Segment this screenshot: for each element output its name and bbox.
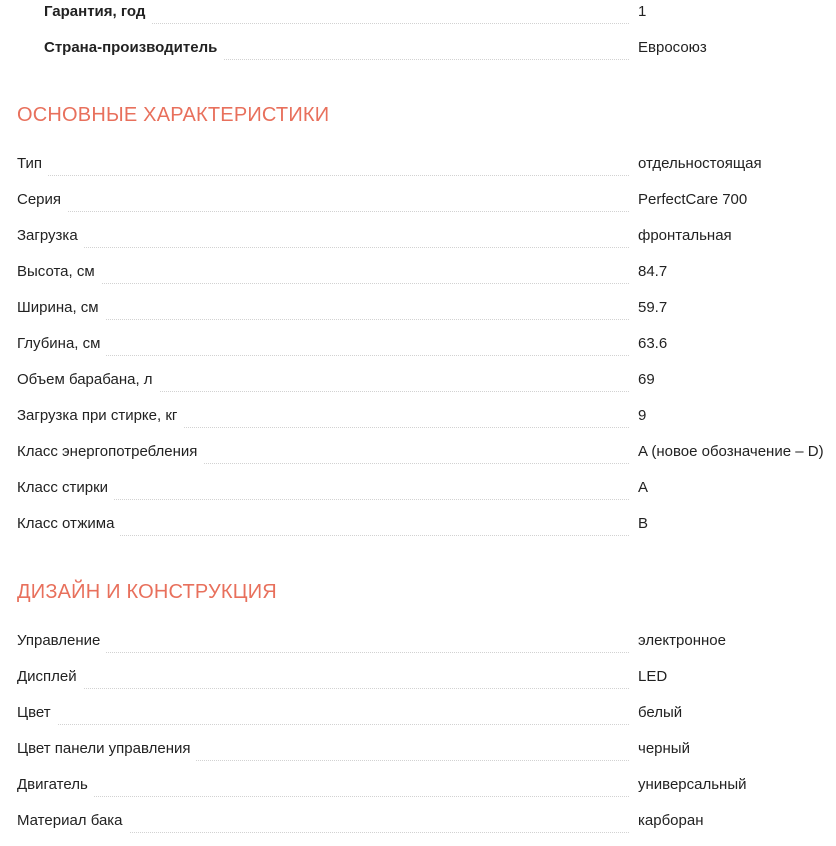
spec-value: A bbox=[638, 479, 649, 496]
spec-label: Тип bbox=[17, 152, 48, 176]
spec-row-warranty bbox=[17, 0, 836, 24]
spec-label: Дисплей bbox=[17, 665, 83, 689]
section-title-main-specs: ОСНОВНЫЕ ХАРАКТЕРИСТИКИ bbox=[17, 104, 330, 126]
spec-label: Загрузка bbox=[17, 224, 84, 248]
spec-label: Ширина, см bbox=[17, 296, 105, 320]
spec-value: отдельностоящая bbox=[638, 155, 762, 172]
spec-row bbox=[17, 296, 836, 320]
spec-label: Цвет bbox=[17, 701, 57, 725]
dotted-leader bbox=[17, 652, 629, 653]
spec-label: Загрузка при стирке, кг bbox=[17, 404, 183, 428]
spec-value: электронное bbox=[638, 632, 726, 649]
spec-row bbox=[17, 512, 836, 536]
spec-label: Цвет панели управления bbox=[17, 737, 196, 761]
spec-value: Евросоюз bbox=[638, 39, 707, 56]
spec-row bbox=[17, 368, 836, 392]
spec-row bbox=[17, 188, 836, 212]
dotted-leader bbox=[17, 319, 629, 320]
spec-row bbox=[17, 152, 836, 176]
spec-label: Класс энергопотребления bbox=[17, 440, 203, 464]
spec-row bbox=[17, 332, 836, 356]
spec-row bbox=[17, 809, 836, 833]
spec-label: Двигатель bbox=[17, 773, 94, 797]
spec-value: PerfectCare 700 bbox=[638, 191, 748, 208]
spec-value: B bbox=[638, 515, 649, 532]
spec-row bbox=[17, 737, 836, 761]
spec-value: 84.7 bbox=[638, 263, 668, 280]
spec-row bbox=[17, 701, 836, 725]
spec-value: 63.6 bbox=[638, 335, 668, 352]
section-title-design: ДИЗАЙН И КОНСТРУКЦИЯ bbox=[17, 581, 277, 603]
dotted-leader bbox=[17, 175, 629, 176]
spec-label: Класс отжима bbox=[17, 512, 120, 536]
spec-row-country bbox=[17, 36, 836, 60]
spec-row bbox=[17, 224, 836, 248]
spec-value: 1 bbox=[638, 3, 647, 20]
spec-row bbox=[17, 260, 836, 284]
spec-label: Серия bbox=[17, 188, 67, 212]
spec-value: универсальный bbox=[638, 776, 747, 793]
spec-row bbox=[17, 404, 836, 428]
dotted-leader bbox=[17, 355, 629, 356]
spec-row bbox=[17, 476, 836, 500]
spec-label: Гарантия, год bbox=[17, 0, 151, 24]
spec-row bbox=[17, 665, 836, 689]
spec-row bbox=[17, 440, 836, 464]
spec-row bbox=[17, 773, 836, 797]
spec-value: 69 bbox=[638, 371, 655, 388]
spec-row bbox=[17, 629, 836, 653]
spec-value: фронтальная bbox=[638, 227, 732, 244]
dotted-leader bbox=[17, 724, 629, 725]
spec-value: 59.7 bbox=[638, 299, 668, 316]
dotted-leader bbox=[17, 796, 629, 797]
spec-value: LED bbox=[638, 668, 668, 685]
spec-label: Страна-производитель bbox=[17, 36, 223, 60]
spec-label: Высота, см bbox=[17, 260, 101, 284]
dotted-leader bbox=[17, 211, 629, 212]
spec-value: карборан bbox=[638, 812, 704, 829]
spec-label: Класс стирки bbox=[17, 476, 114, 500]
dotted-leader bbox=[17, 283, 629, 284]
dotted-leader bbox=[17, 688, 629, 689]
spec-value: белый bbox=[638, 704, 683, 721]
spec-value: 9 bbox=[638, 407, 647, 424]
spec-value: A (новое обозначение – D) bbox=[638, 443, 824, 460]
dotted-leader bbox=[17, 247, 629, 248]
spec-label: Управление bbox=[17, 629, 106, 653]
spec-label: Материал бака bbox=[17, 809, 129, 833]
spec-value: черный bbox=[638, 740, 690, 757]
spec-label: Объем барабана, л bbox=[17, 368, 159, 392]
spec-label: Глубина, см bbox=[17, 332, 106, 356]
